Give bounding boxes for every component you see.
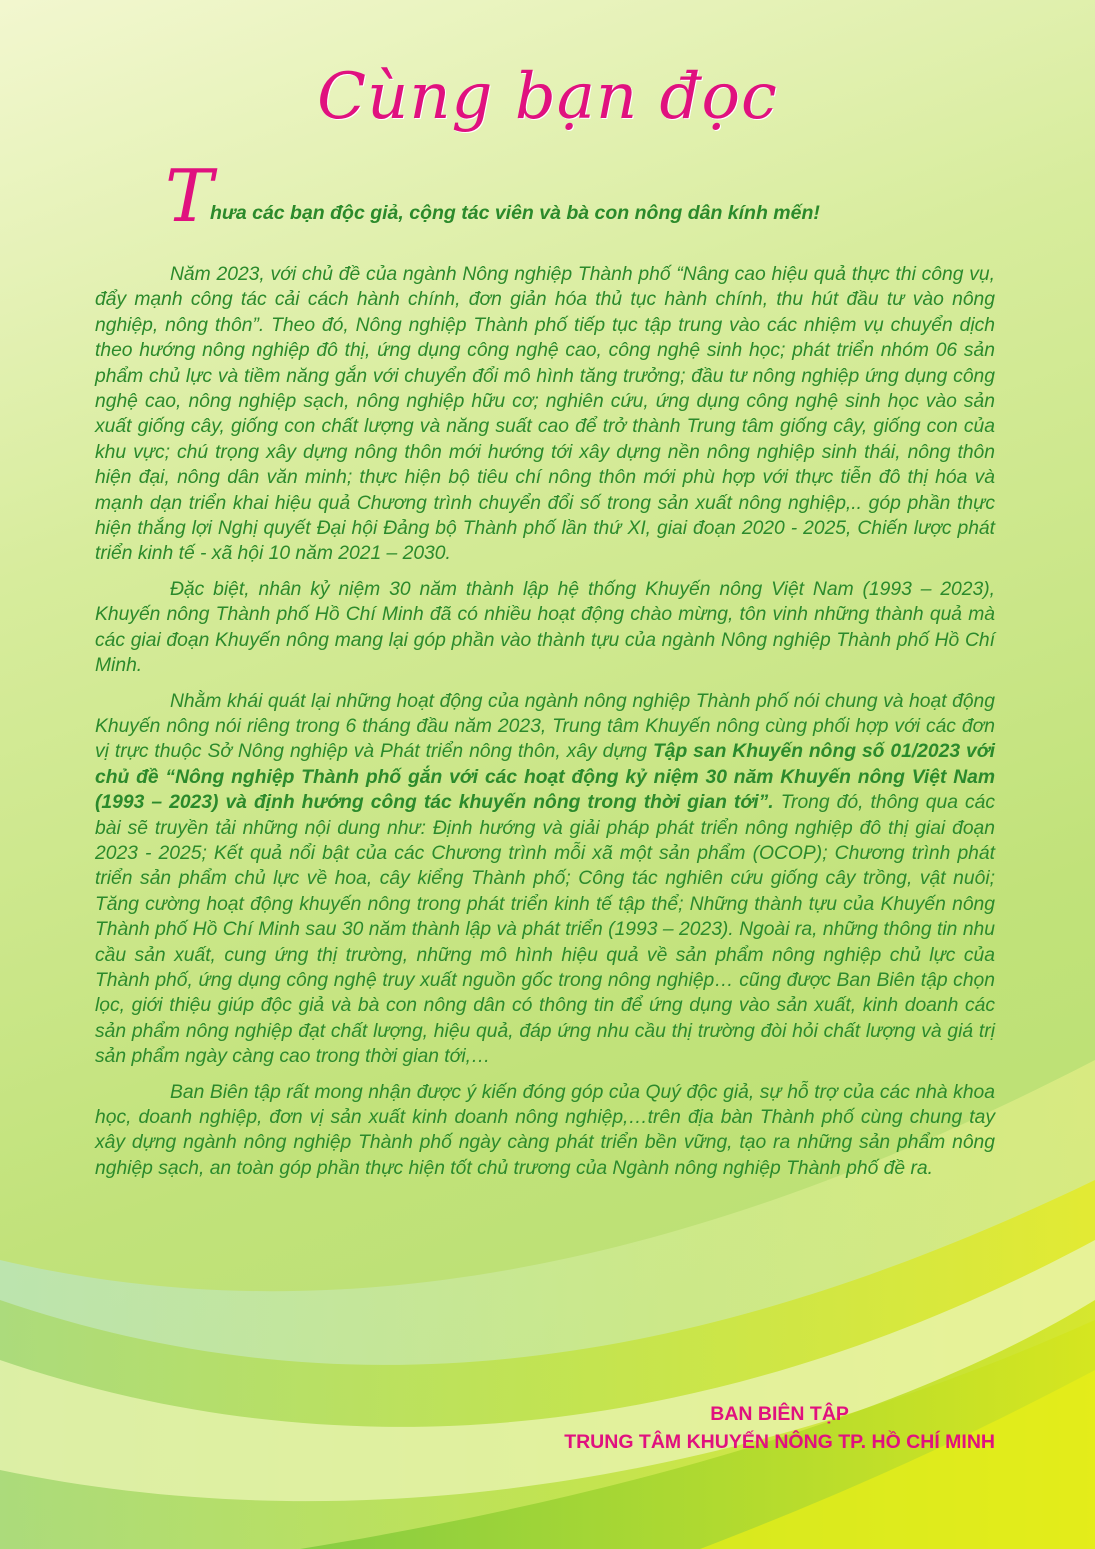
paragraph-2: Đặc biệt, nhân kỷ niệm 30 năm thành lập hệ thống Khuyến nông Việt Nam (1993 – 2023), Khuyến nông Thành phố Hồ Chí Minh đã có nhiều hoạt động chào mừng, tôn vinh những thành quả mà các giai đoạn Khuyến nông mang lại góp phần vào thành tựu của ngành Nông nghiệp Thành phố Hồ Chí Minh. (95, 578, 995, 677)
paragraph-3-bold: Tập san Khuyến nông số 01/2023 với chủ đề “Nông nghiệp Thành phố gắn với các hoạt động kỷ niệm 30 năm Khuyến nông Việt Nam (1993 – 2023) và định hướng công tác khuyến nông trong thời gian tới”. (95, 741, 996, 814)
paragraph-3 (95, 689, 995, 1070)
paragraph-4: Ban Biên tập rất mong nhận được ý kiến đóng góp của Quý độc giả, sự hỗ trợ của các nhà khoa học, doanh nghiệp, đơn vị sản xuất kinh doanh nông nghiệp,…trên địa bàn Thành phố cùng chung tay xây dựng ngành nông nghiệp Thành phố ngày càng phát triển bền vững, tạo ra những sản phẩm nông nghiệp sạch, an toàn góp phần thực hiện tốt chủ trương của Ngành nông nghiệp Thành phố đề ra. (95, 1081, 995, 1179)
paragraph-3-start: Nhằm khái quát lại những hoạt động của ngành nông nghiệp Thành phố nói chung và hoạt động Khuyến nông nói riêng trong 6 tháng đầu năm 2023, Trung tâm Khuyến nông cùng phối hợp với các đơn vị trực thuộc Sở Nông nghiệp và Phát triển nông thôn, xây dựng (95, 690, 995, 763)
page-title: Cùng bạn đọc (317, 60, 778, 134)
greeting-dropcap: T (165, 154, 214, 238)
paragraph-1: Năm 2023, với chủ đề của ngành Nông nghiệp Thành phố “Nâng cao hiệu quả thực thi công vụ, đẩy mạnh công tác cải cách hành chính, đơn giản hóa thủ tục hành chính, thu hút đầu tư vào nông nghiệp, nông thôn”. Theo đó, Nông nghiệp Thành phố tiếp tục tập trung vào các nhiệm vụ chuyển dịch theo hướng nông nghiệp đô thị, ứng dụng công nghệ cao, công nghệ sinh học; phát triển nhóm 06 sản phẩm chủ lực và tiềm năng gắn với chuyển đổi mô hình tăng trưởng; đầu tư nông nghiệp ứng dụng công nghệ cao, nông nghiệp sạch, nông nghiệp hữu cơ; nghiên cứu, ứng dụng công nghệ sinh học vào sản xuất giống cây, giống con chất lượng và năng suất cao để trở thành Trung tâm giống cây, giống con của khu vực; chú trọng xây dựng nông thôn mới hướng tới xây dựng nền nông nghiệp sinh thái, nông thôn hiện đại, nông dân văn minh; thực hiện bộ tiêu chí nông thôn mới phù hợp với thực tiễn đô thị hóa và mạnh dạn triển khai hiệu quả Chương trình chuyển đổi số trong sản xuất nông nghiệp,.. góp phần thực hiện thắng lợi Nghị quyết Đại hội Đảng bộ Thành phố lần thứ XI, giai đoạn 2020 - 2025, Chiến lược phát triển kinh tế - xã hội 10 năm 2021 – 2030. (95, 264, 995, 565)
signature-line-2: TRUNG TÂM KHUYẾN NÔNG TP. HỒ CHÍ MINH (564, 1431, 995, 1453)
paragraph-3-end: Trong đó, thông qua các bài sẽ truyền tải những nội dung như: Định hướng và giải pháp phát triển nông nghiệp đô thị giai đoạn 2023 - 2025; Kết quả nổi bật của các Chương trình mỗi xã một sản phẩm (OCOP); Chương trình phát triển sản phẩm chủ lực về hoa, cây kiểng Thành phố; Công tác nghiên cứu giống cây trồng, vật nuôi; Tăng cường hoạt động khuyến nông trong phát triển kinh tế tập thể; Những thành tựu của Khuyến nông Thành phố Hồ Chí Minh sau 30 năm thành lập và phát triển (1993 – 2023). Ngoài ra, những thông tin nhu cầu sản xuất, cung ứng thị trường, những mô hình hiệu quả về sản phẩm nông nghiệp chủ lực của Thành phố, ứng dụng công nghệ truy xuất nguồn gốc trong nông nghiệp… cũng được Ban Biên tập chọn lọc, giới thiệu giúp độc giả và bà con nông dân có thông tin để ứng dụng vào sản xuất, kinh doanh các sản phẩm nông nghiệp đạt chất lượng, hiệu quả, đáp ứng nhu cầu thị trường đòi hỏi chất lượng và giá trị sản phẩm ngày càng cao trong thời gian tới,… (95, 792, 996, 1068)
signature-line-1: BAN BIÊN TẬP (710, 1403, 849, 1425)
letter-body (95, 262, 995, 1191)
signature (564, 1400, 995, 1456)
greeting (95, 154, 995, 240)
greeting-text: hưa các bạn độc giả, cộng tác viên và bà con nông dân kính mến! (210, 202, 820, 224)
